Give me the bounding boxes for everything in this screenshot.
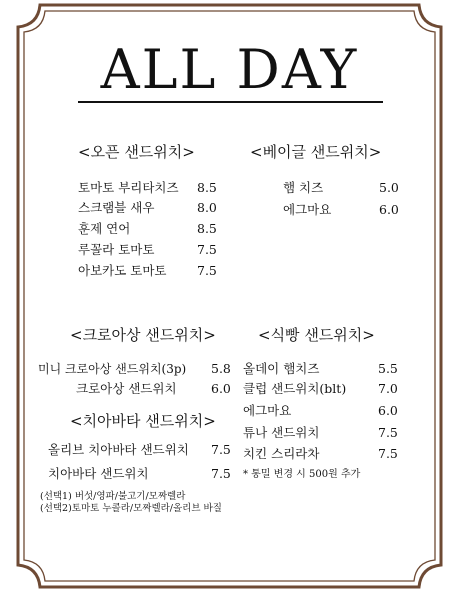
menu-item-name: 치킨 스리라차: [243, 446, 320, 461]
menu-item-name: 아보카도 토마토: [78, 263, 167, 278]
section-heading-croissant: <크로아상 샌드위치>: [70, 326, 216, 344]
menu-item-price: 6.0: [211, 381, 231, 396]
menu-item-name: 치아바타 샌드위치: [48, 466, 149, 481]
menu-item-price: 7.5: [378, 425, 398, 440]
menu-item-price: 7.5: [211, 466, 231, 481]
option-line: (선택2)토마토 누콜라/모짜렐라/올리브 바질: [40, 503, 222, 514]
option-line: (선택1) 버섯/영파/불고기/모짜렐라: [40, 491, 186, 502]
menu-item-name: 토마토 부리타치즈: [78, 180, 179, 195]
menu-item-name: 올데이 햄치즈: [243, 361, 320, 376]
menu-item-name: 에그마요: [283, 202, 332, 217]
title-divider: [78, 101, 383, 103]
menu-item-name: 미니 크로아상 샌드위치(3p): [38, 362, 187, 376]
menu-item-name: 햄 치즈: [283, 180, 324, 195]
section-heading-ciabatta: <치아바타 샌드위치>: [70, 412, 216, 430]
menu-item-name: 클럽 샌드위치(blt): [243, 381, 347, 396]
menu-item-name: 튜나 샌드위치: [243, 425, 320, 440]
menu-item-price: 8.5: [197, 221, 217, 236]
whole-wheat-note: * 통밀 변경 시 500원 추가: [243, 469, 361, 480]
menu-item-price: 5.5: [378, 361, 398, 376]
menu-item-price: 7.5: [211, 442, 231, 457]
menu-item-price: 5.8: [211, 361, 231, 376]
menu-item-price: 7.5: [197, 242, 217, 257]
menu-item-name: 훈제 연어: [78, 221, 131, 236]
section-heading-bread: <식빵 샌드위치>: [258, 326, 375, 344]
menu-item-name: 에그마요: [243, 403, 292, 418]
menu-item-name: 올리브 치아바타 샌드위치: [48, 442, 189, 457]
menu-item-price: 8.5: [197, 180, 217, 195]
menu-item-price: 5.0: [379, 180, 399, 195]
menu-title: ALL DAY: [100, 38, 359, 101]
menu-item-price: 7.5: [197, 263, 217, 278]
menu-item-name: 루꼴라 토마토: [78, 242, 155, 257]
menu-item-name: 스크램블 새우: [78, 200, 155, 215]
menu-item-price: 6.0: [378, 403, 398, 418]
menu-item-price: 6.0: [379, 202, 399, 217]
menu-item-price: 7.5: [378, 446, 398, 461]
menu-item-name: 크로아상 샌드위치: [76, 381, 177, 396]
menu-item-price: 7.0: [378, 381, 398, 396]
section-heading-bagel: <베이글 샌드위치>: [250, 143, 382, 161]
section-heading-open: <오픈 샌드위치>: [78, 143, 195, 161]
menu-item-price: 8.0: [197, 200, 217, 215]
